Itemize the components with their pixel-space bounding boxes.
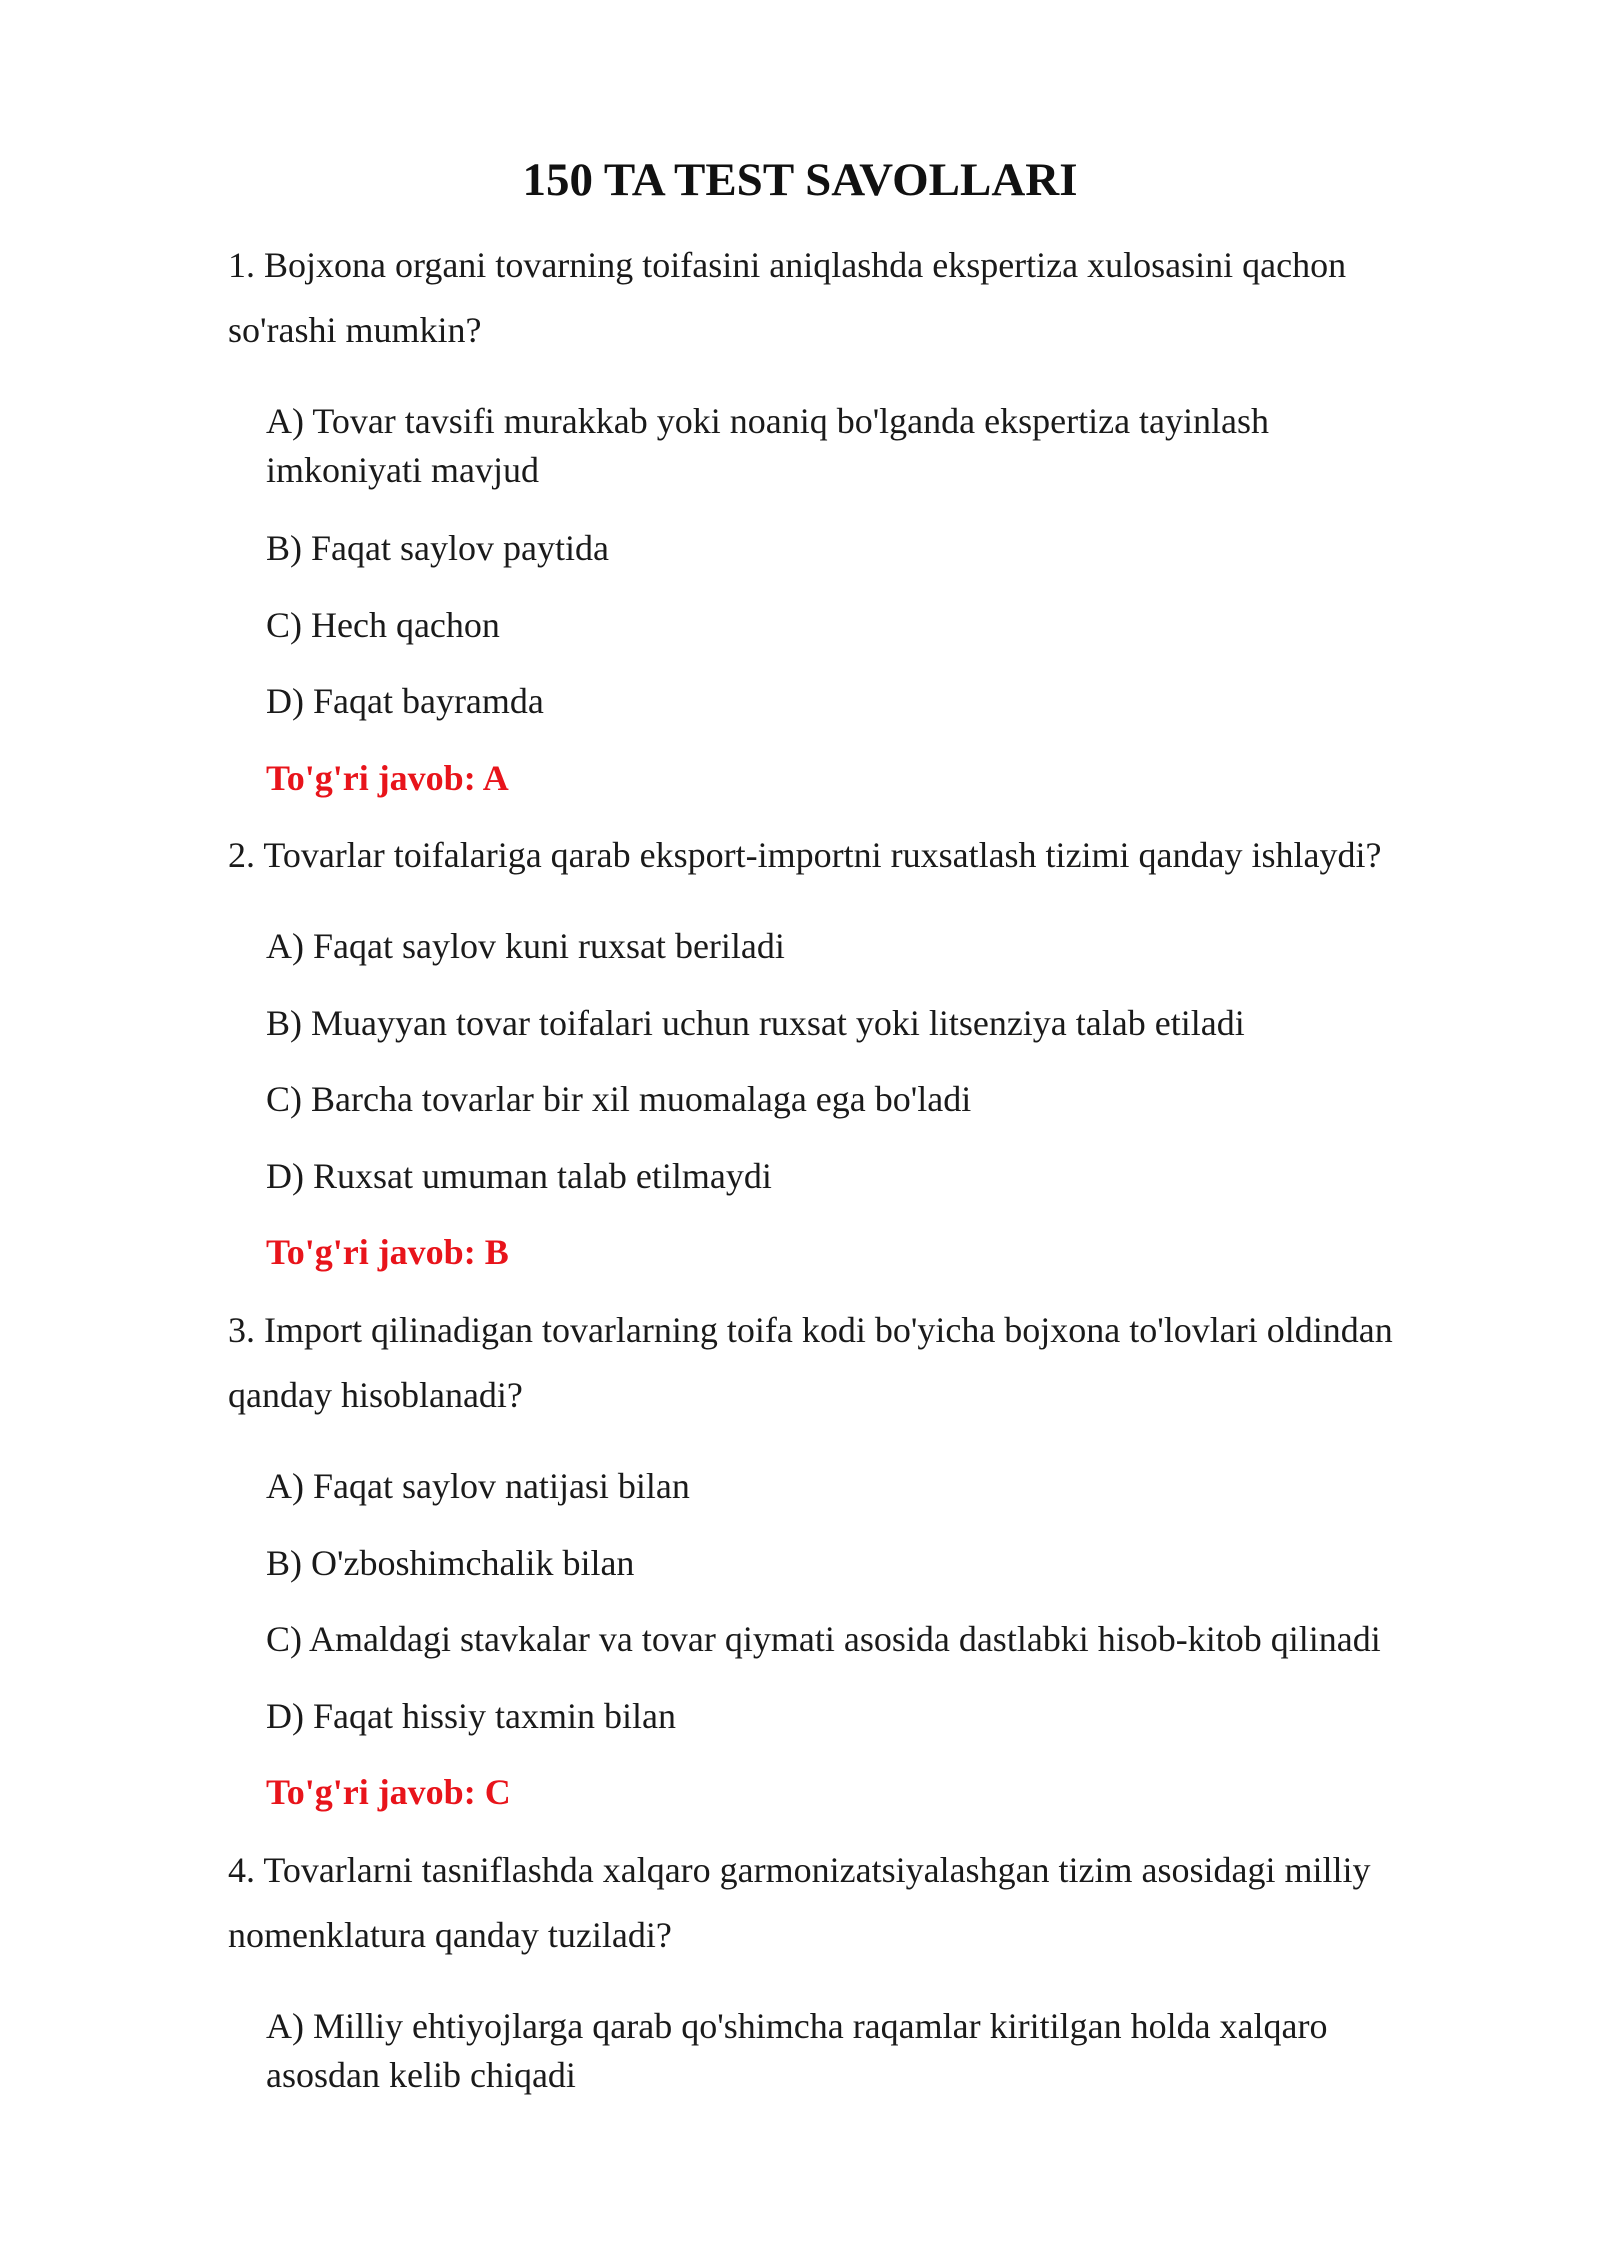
option-b: B) Faqat saylov paytida [266, 528, 609, 568]
question-text-line: 4. Tovarlarni tasniflashda xalqaro garmonizatsiyalashgan tizim asosidagi milliy [228, 1850, 1371, 1890]
option-text-line: A) Tovar tavsifi murakkab yoki noaniq bo'lganda ekspertiza tayinlash [266, 401, 1270, 441]
question-text-line: nomenklatura qanday tuziladi? [228, 1915, 672, 1955]
option-a: A) Faqat saylov kuni ruxsat beriladi [266, 926, 785, 966]
option-c: C) Amaldagi stavkalar va tovar qiymati asosida dastlabki hisob-kitob qilinadi [266, 1619, 1381, 1659]
question-text-line: 3. Import qilinadigan tovarlarning toifa kodi bo'yicha bojxona to'lovlari oldindan [228, 1310, 1393, 1350]
option-a: A) Faqat saylov natijasi bilan [266, 1466, 690, 1506]
option-text-line: asosdan kelib chiqadi [266, 2055, 576, 2095]
question-1 [228, 233, 1478, 363]
question-text-line: qanday hisoblanadi? [228, 1375, 523, 1415]
option-d: D) Faqat bayramda [266, 681, 544, 721]
option-text-line: A) Milliy ehtiyojlarga qarab qo'shimcha raqamlar kiritilgan holda xalqaro [266, 2006, 1328, 2046]
correct-answer: To'g'ri javob: C [266, 1772, 511, 1812]
question-2 [228, 823, 1478, 888]
question-text-line: 1. Bojxona organi tovarning toifasini aniqlashda ekspertiza xulosasini qachon [228, 245, 1347, 285]
question-text-line: so'rashi mumkin? [228, 310, 482, 350]
option-text-line: imkoniyati mavjud [266, 450, 539, 490]
option-c: C) Barcha tovarlar bir xil muomalaga ega bo'ladi [266, 1079, 972, 1119]
option-d: D) Ruxsat umuman talab etilmaydi [266, 1156, 772, 1196]
question-3 [228, 1298, 1478, 1428]
question-text-line: 2. Tovarlar toifalariga qarab eksport-importni ruxsatlash tizimi qanday ishlaydi? [228, 835, 1382, 875]
correct-answer: To'g'ri javob: B [266, 1232, 509, 1272]
page-title: 150 TA TEST SAVOLLARI [522, 154, 1078, 206]
option-b: B) O'zboshimchalik bilan [266, 1543, 635, 1583]
option-d: D) Faqat hissiy taxmin bilan [266, 1696, 676, 1736]
option-c: C) Hech qachon [266, 605, 500, 645]
question-4 [228, 1838, 1478, 1968]
option-b: B) Muayyan tovar toifalari uchun ruxsat yoki litsenziya talab etiladi [266, 1003, 1245, 1043]
correct-answer: To'g'ri javob: A [266, 758, 509, 798]
option-a [266, 2002, 1456, 2100]
option-a [266, 397, 1456, 495]
